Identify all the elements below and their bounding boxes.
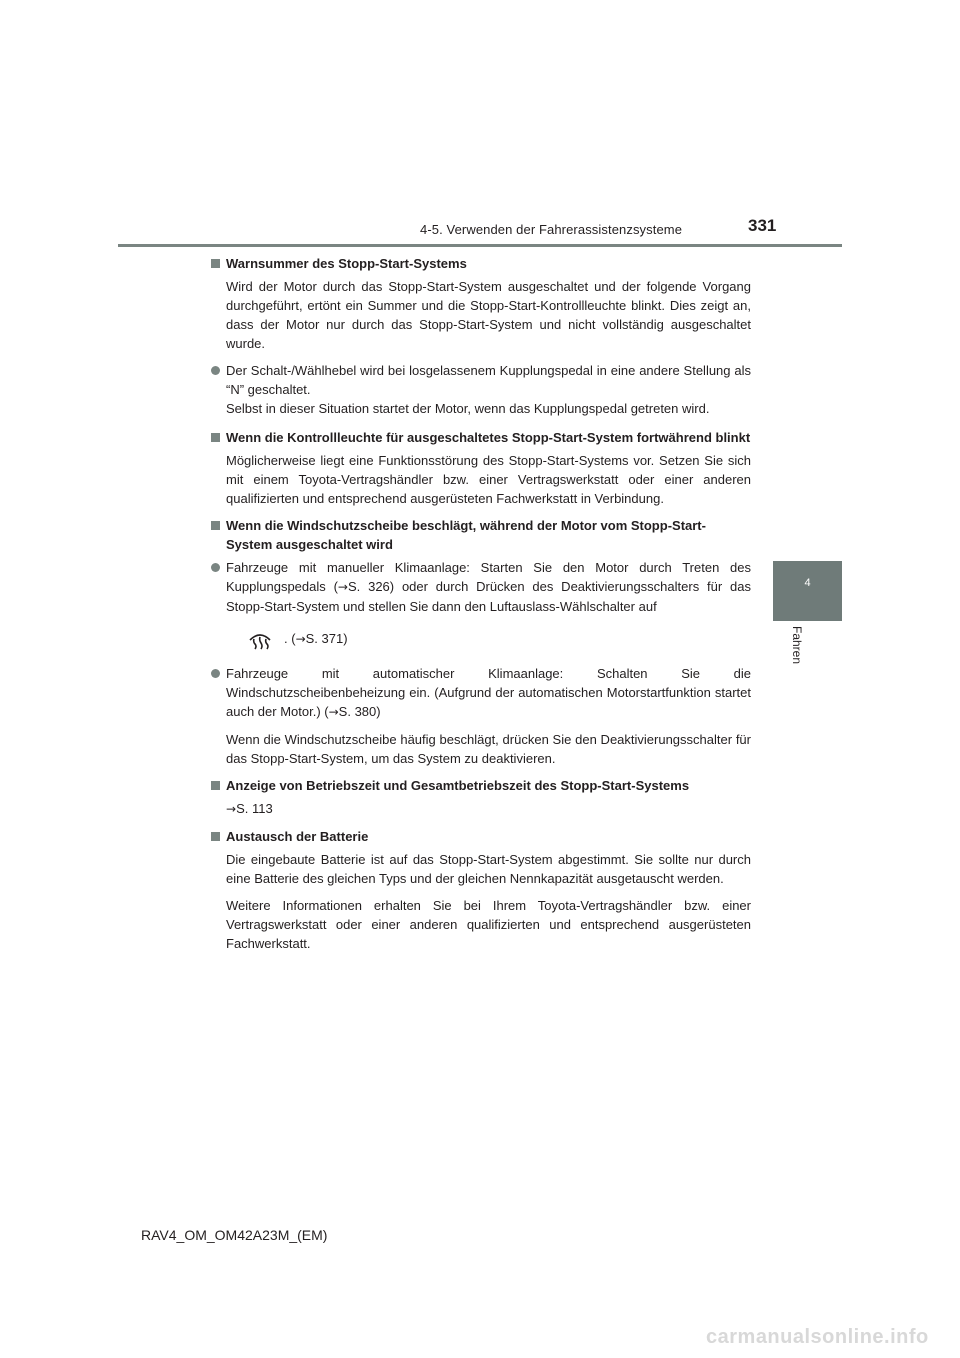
paragraph: Wenn die Windschutzscheibe häufig beschlägt, drücken Sie den Deaktivierungsschalter für das Stopp-Start-System, um das System zu deaktivieren. <box>226 732 751 766</box>
paragraph: Wird der Motor durch das Stopp-Start-System ausgeschaltet und der folgende Vorgang durchgeführt, ertönt ein Summer und die Stopp-Start-Kontrollleuchte blinkt. Dies zeigt an, dass der Motor nur durch das Stopp-Start-System und nicht vollständig ausgeschaltet wurde. <box>226 279 751 351</box>
page-number: 331 <box>748 216 777 235</box>
bullet-dot-icon <box>211 563 220 572</box>
heading-text: Anzeige von Betriebszeit und Gesamtbetriebszeit des Stopp-Start-Systems <box>226 778 690 793</box>
list-item <box>211 558 751 616</box>
paragraph: Möglicherweise liegt eine Funktionsstörung des Stopp-Start-Systems vor. Setzen Sie sich mit einem Toyota-Vertragshändler bzw. einer Vertragswerkstatt oder einer anderen qualifizierten und entsprechend ausgerüsteten Fachwerkstatt in Verbindung. <box>226 453 751 506</box>
heading-text: Warnsummer des Stopp-Start-Systems <box>226 256 467 271</box>
bullet-text <box>226 558 751 616</box>
heading-square-icon <box>211 832 220 841</box>
chapter-tab-number: 4 <box>804 577 811 589</box>
chapter-tab-label: Fahren <box>790 626 804 665</box>
heading-square-icon <box>211 521 220 530</box>
reference-text-part: S. 371) <box>305 631 348 646</box>
heading-text: Austausch der Batterie <box>226 829 369 844</box>
header-divider <box>118 244 842 247</box>
section-heading-warning-buzzer <box>211 254 751 273</box>
page-content <box>211 254 751 961</box>
section-heading-battery-replacement <box>211 827 751 846</box>
header-section-title: 4-5. Verwenden der Fahrerassistenzsysteme <box>420 222 683 237</box>
reference-arrow: → <box>328 705 339 719</box>
section-heading-operating-time <box>211 776 751 795</box>
paragraph: Die eingebaute Batterie ist auf das Stopp-Start-System abgestimmt. Sie sollte nur durch eine Batterie des gleichen Typs und der gleichen Nennkapazität ausgetauscht werden. <box>226 852 751 886</box>
defroster-reference-text <box>284 629 348 649</box>
bullet-text: Der Schalt-/Wählhebel wird bei losgelassenem Kupplungspedal in eine andere Stellung als “N” geschaltet. <box>226 363 751 397</box>
bullet-text <box>226 664 751 722</box>
footer-document-code: RAV4_OM_OM42A23M_(EM) <box>141 1227 328 1243</box>
bullet-text-part: S. 380) <box>338 704 381 719</box>
reference-arrow: → <box>226 802 237 816</box>
reference-text: S. 113 <box>236 801 273 816</box>
bullet-text-part: S. 326) oder durch Drücken des Deaktivierungsschalters für das Stopp-Start-System und stellen Sie dann den Luftauslass-Wählschalter auf <box>226 579 751 614</box>
page-reference <box>211 799 751 819</box>
heading-square-icon <box>211 433 220 442</box>
list-item <box>211 361 751 418</box>
defroster-reference-row <box>211 628 751 650</box>
heading-square-icon <box>211 781 220 790</box>
heading-square-icon <box>211 259 220 268</box>
paragraph: Weitere Informationen erhalten Sie bei Ihrem Toyota-Vertragshändler bzw. einer Vertragswerkstatt oder einer anderen qualifizierten und entsprechend ausgerüsteten Fachwerkstatt. <box>226 898 751 951</box>
bullet-text-part: Fahrzeuge mit manueller Klimaanlage: Starten Sie den Motor durch Treten des Kupplungspedals ( <box>226 560 751 594</box>
section-heading-indicator-blinking <box>211 428 751 447</box>
bullet-dot-icon <box>211 366 220 375</box>
reference-text-part: . ( <box>284 631 296 646</box>
watermark: carmanualsonline.info <box>706 1326 929 1348</box>
heading-text: Wenn die Windschutzscheibe beschlägt, während der Motor vom Stopp-Start-System ausgeschaltet wird <box>226 518 706 552</box>
reference-arrow: → <box>337 580 348 594</box>
bullet-dot-icon <box>211 669 220 678</box>
list-item <box>211 664 751 722</box>
windshield-defroster-icon <box>248 628 272 650</box>
heading-text: Wenn die Kontrollleuchte für ausgeschaltetes Stopp-Start-System fortwährend blinkt <box>226 430 751 445</box>
bullet-text: Selbst in dieser Situation startet der Motor, wenn das Kupplungspedal getreten wird. <box>226 401 710 416</box>
reference-arrow: → <box>295 632 306 646</box>
section-heading-windshield-fogging <box>211 516 751 554</box>
chapter-tab <box>773 561 842 621</box>
bullet-text-part: Fahrzeuge mit automatischer Klimaanlage: Schalten Sie die Windschutzscheibenbeheizung ein. (Aufgrund der automatischen Motorstartfunktion startet auch der Motor.) ( <box>226 666 751 719</box>
